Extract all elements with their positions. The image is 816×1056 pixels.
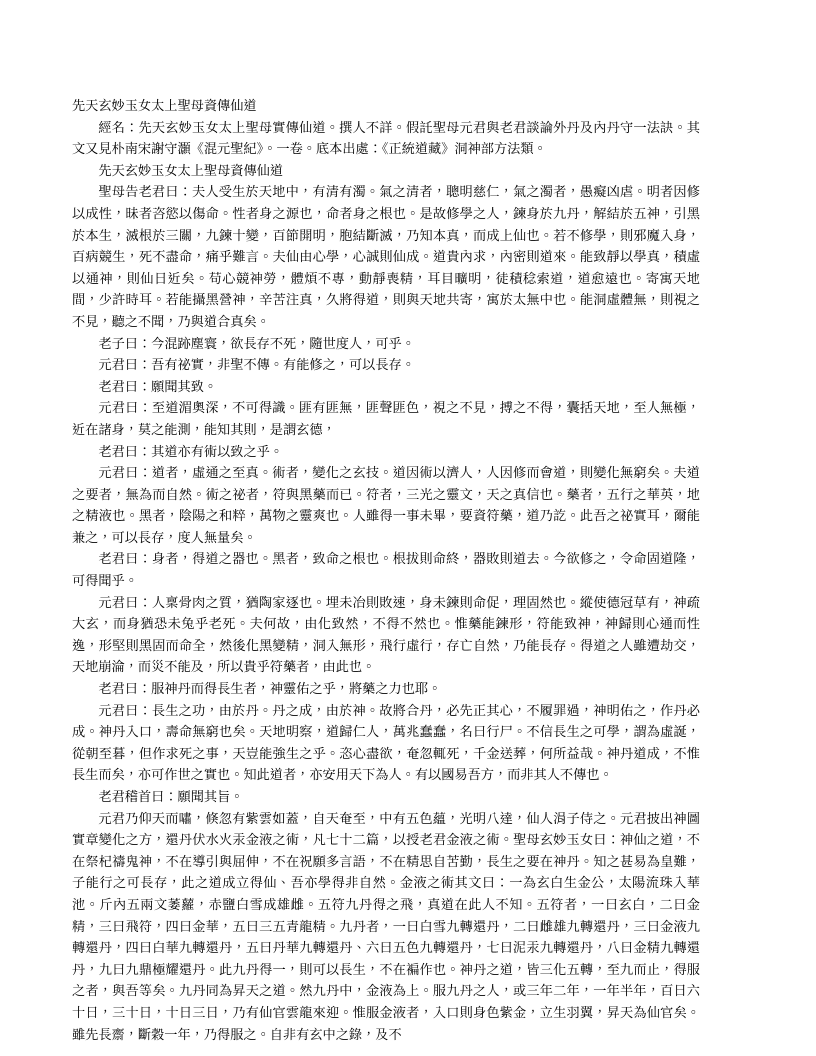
paragraph-shengmu-address: 聖母告老君曰：夫人受生於天地中，有清有濁。氣之清者，聰明慈仁，氣之濁者，愚癡凶虐。明者因修以成性，昧者咨慾以傷命。性者身之源也，命者身之根也。是故修學之人，鍊身於九丹，解結於五神，引黑於本生，滅根於三關，九鍊十變，百節開明，胞結斷滅，乃知本真，而成上仙也。若不修學，則邪魔入身，百病競生，死不盡命，痛乎難言。夫仙由心學，心誠則仙成。道貴內求，內密則道來。能致靜以學真，積虛以通神，則仙日近矣。苟心競神勞，體煩不專，動靜喪精，耳目曠明，徒積稔索道，道愈遠也。寄寓天地間，少許時耳。若能攝黑營神，辛苦注真，久將得道，則與天地共寄，寓於太無中也。能洞虛體無，則視之不見，聽之不聞，乃與道合真矣。: [72, 185, 700, 330]
paragraph-laojun-bow: 老君稽首曰：願聞其旨。: [98, 790, 244, 805]
colophon-paragraph: 經名：先天玄妙玉女太上聖母實傳仙道。撰人不詳。假託聖母元君與老君談論外丹及內丹守一法訣。其文又見朴南宋謝守灝《混元聖紀》。一卷。底本出處：《正統道藏》洞神部方法類。: [72, 120, 700, 158]
paragraph-laozi-question-1: 老子曰：今混跡塵寰，欲長存不死，隨世度人，可乎。: [98, 336, 415, 352]
document-body: [72, 96, 700, 1046]
paragraph-yuanjun-revelation: 元君乃仰天而嘯，倏忽有紫雲如蓋，自天奄至，中有五色蘊，光明八達，仙人涓子侍之。元君披出神圖實章變化之方，還丹伏水火汞金液之術，凡七十二篇，以授老君金液之術。聖母玄妙玉女曰：神仙之道，不在祭杞禱鬼神，不在導引與屈伸，不在祝願多言語，不在精思自苦勤，長生之要在神丹。知之甚易為皇難，子能行之可長存，此之道成立得仙、吾亦學得非自然。金液之術其文曰：一為玄白生金公，太陽流珠入華池。斤內五兩文萎蘿，赤鹽白雪成雄雌。五符九丹得之飛，真道在此人不知。五符者，一曰玄白，二曰金精，三曰飛符，四曰金華，五曰三五青龍精。九丹者，一曰白雪九轉還丹，二曰雌雄九轉還丹，三曰金液九轉還丹，四曰白華九轉還丹，五曰丹華九轉還丹、六曰五色九轉還丹，七曰泥汞九轉還丹，八曰金精九轉還丹，九曰九鼎極耀還丹。此九丹得一，則可以長生，不在褊作也。神丹之道，皆三化五轉，至九而止，得服之者，與吾等矣。九丹同為昇天之道。然九丹中，金液為上。服九丹之人，或三年二年，一年半年，百日六十日，三十日，十日三日，乃有仙官雲龍來迎。惟服金液者，入口則身色紫金，立生羽翼，昇天為仙官矣。雖先長齋，斷穀一年，乃得服之。自非有玄中之錄，及不: [72, 811, 700, 1043]
paragraph-laojun-question-3: 老君曰：身者，得道之器也。黑者，致命之根也。根拔則命終，器敗則道去。今欲修之，令命固道隆，可得聞乎。: [72, 552, 700, 590]
document-title-heading: 先天玄妙玉女太上聖母資傳仙道: [72, 99, 257, 114]
paragraph-yuanjun-reply-2: 元君曰：至道湄奧深，不可得識。匪有匪無，匪聲匪色，視之不見，搏之不得，囊括天地，至人無極，近在諸身，莫之能測，能知其則，是謂玄德，: [72, 401, 700, 438]
paragraph-laojun-question-1: 老君曰：願聞其致。: [98, 379, 218, 395]
paragraph-laojun-question-2: 老君曰：其道亦有術以致之乎。: [98, 444, 284, 460]
paragraph-yuanjun-reply-1: 元君曰：吾有祕實，非聖不傳。有能修之，可以長存。: [98, 358, 415, 374]
inner-title-heading: 先天玄妙玉女太上聖母資傳仙道: [98, 163, 284, 179]
paragraph-laojun-question-4: 老君曰：服神丹而得長生者，神靈佑之乎，將藥之力也耶。: [98, 682, 442, 698]
paragraph-yuanjun-reply-4: 元君曰：人稟骨肉之質，猶陶家逐也。埋未冶則敗速，身未鍊則命促，理固然也。縱使德冠草有，神疏大玄，而身猶恐未兔乎老死。夫何故，由化致然，不得不然也。惟藥能鍊形，符能致神，神歸則心通而性逸，形堅則黑固而命全，然後化黑變精，洞入無形，飛行虛行，存亡自然，乃能長存。得道之人雖遭劫交，天地崩淪，而災不能及，所以貴乎符藥者，由此也。: [72, 595, 700, 676]
paragraph-yuanjun-reply-5: 元君曰：長生之功，由於丹。丹之成，由於神。故將合丹，必先正其心，不履罪過，神明佑之，作丹必成。神丹入口，壽命無窮也矣。天地明察，道歸仁人，萬兆蠢蠢，名曰行尸。不信長生之可學，謂為虛誕，從朝至暮，但作求死之事，天豈能強生之乎。恣心盡欲，奄忽輒死，千金送葬，何所益哉。神丹道成，不惟長生而矣，亦可作世之實也。知此道者，亦安用天下為人。有以國易吾方，而非其人不傳也。: [72, 703, 700, 784]
paragraph-yuanjun-reply-3: 元君曰：道者，虛通之至真。術者，變化之玄技。道因術以濟人，人因修而會道，則變化無窮矣。夫道之要者，無為而自然。術之祕者，符與黑藥而已。符者，三光之靈文，天之真信也。藥者，五行之華英，地之精液也。黑者，陰陽之和粹，萬物之靈爽也。人雖得一事未畢，要資符藥，道乃訖。此吾之祕實耳，爾能兼之，可以長存，度人無量矣。: [72, 466, 700, 546]
